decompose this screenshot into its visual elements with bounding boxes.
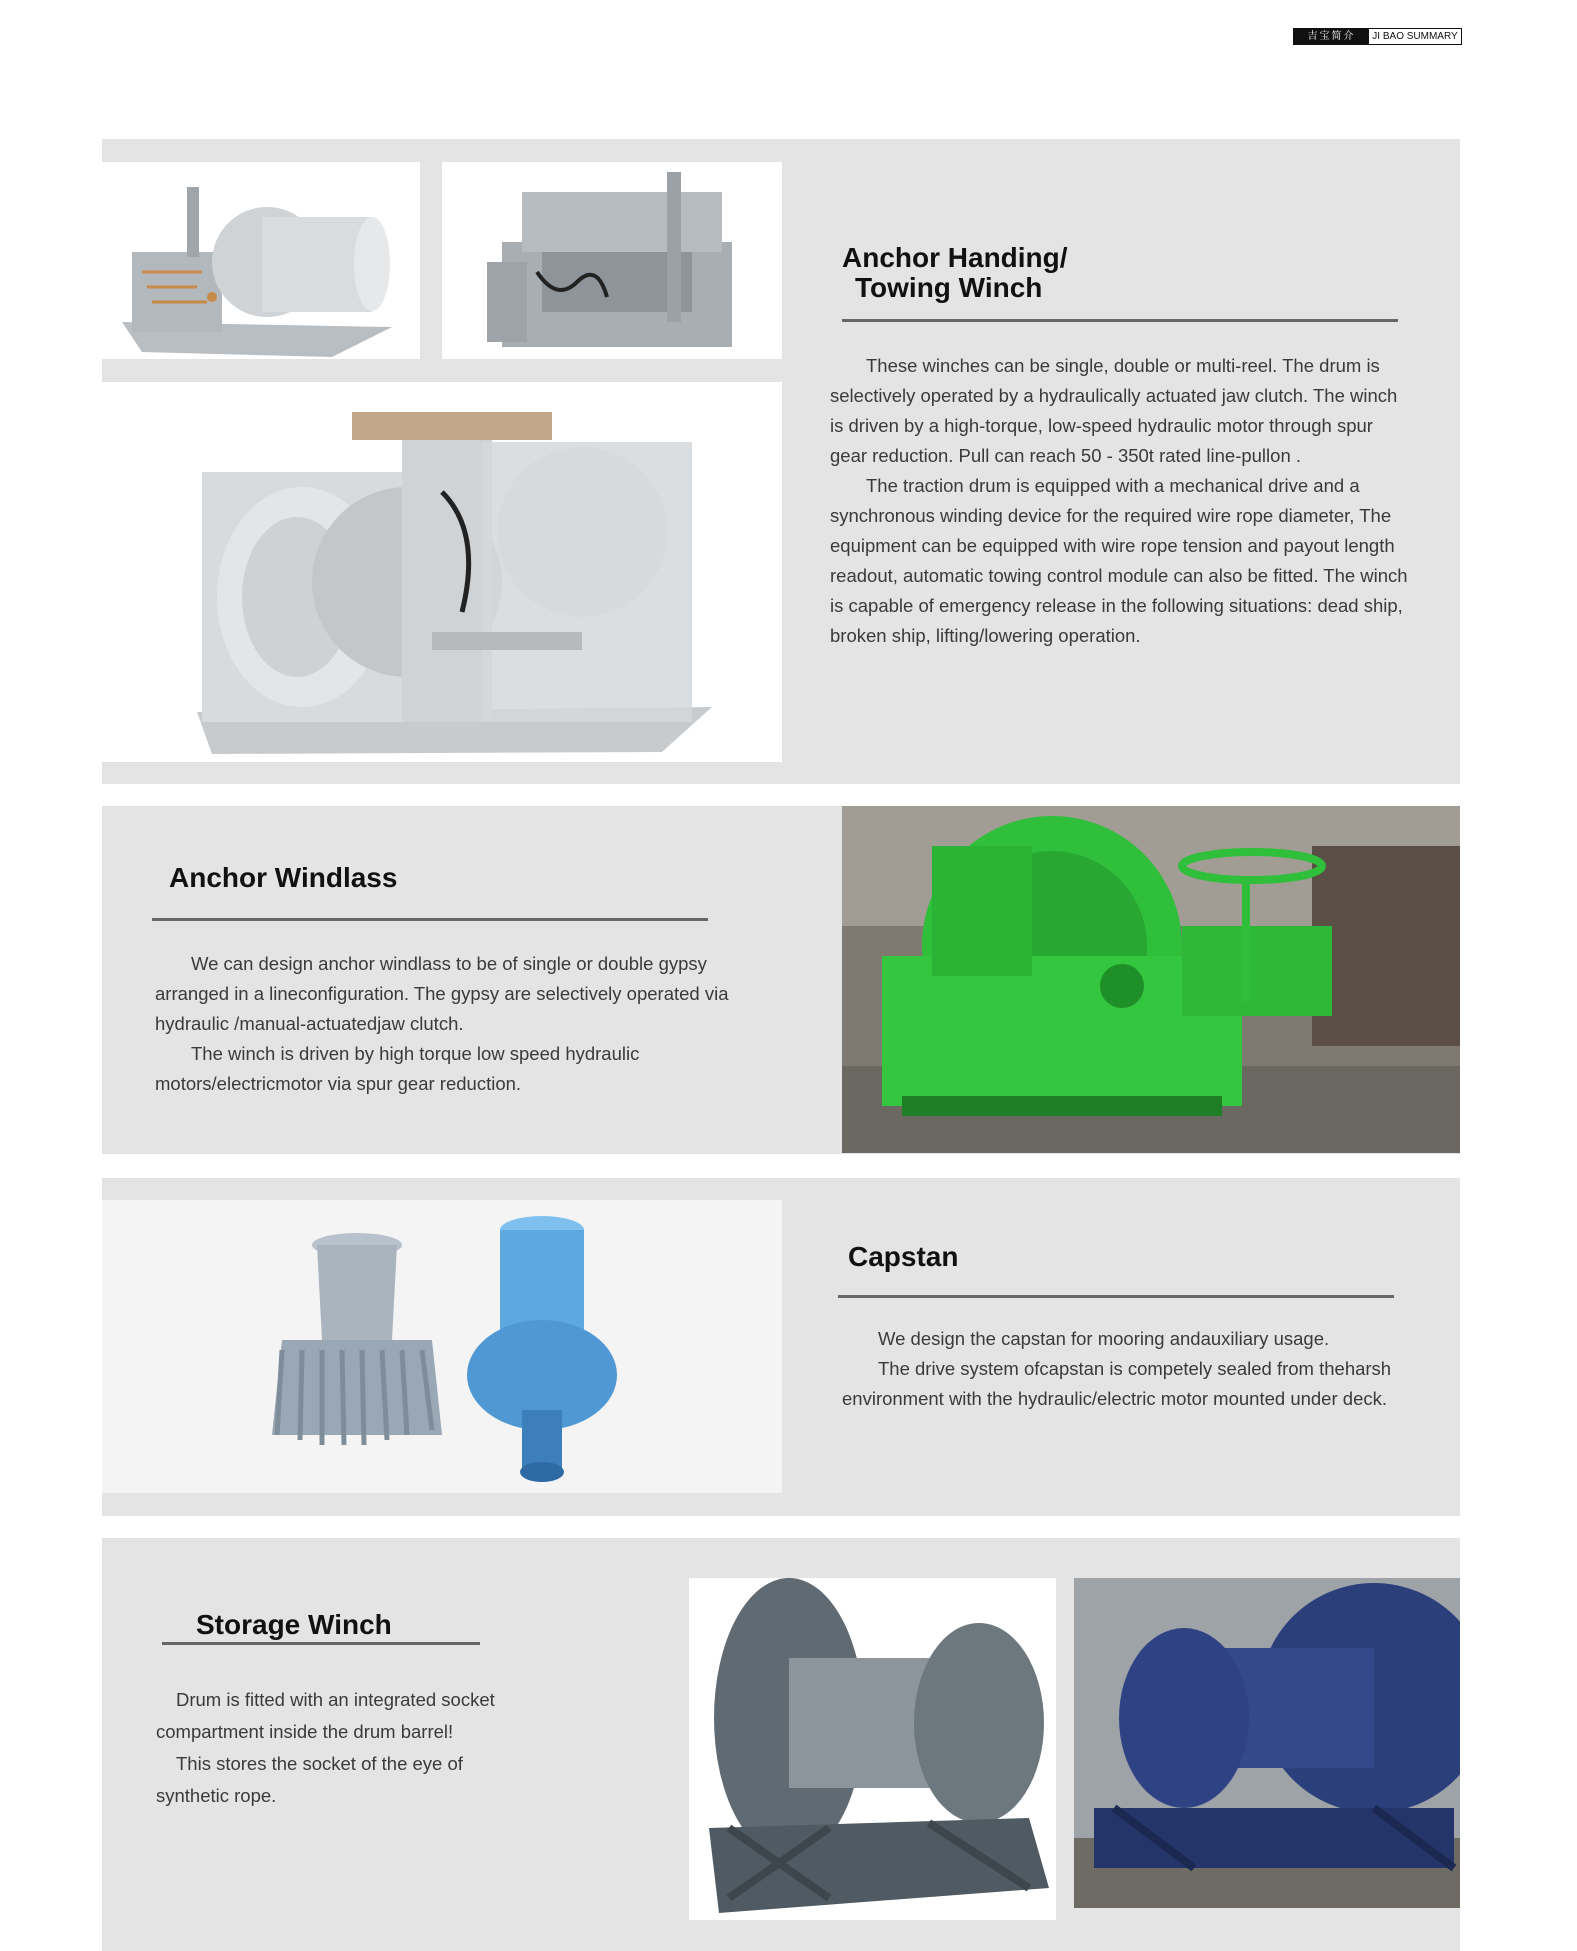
title-underline: [842, 319, 1398, 322]
section-title-line1: Anchor Handing/: [842, 242, 1068, 273]
capstan-photo: [102, 1200, 782, 1493]
section-title-line2: Towing Winch: [855, 272, 1043, 303]
paragraph-2: This stores the socket of the eye of synthetic rope.: [156, 1753, 463, 1806]
title-underline: [152, 918, 708, 921]
section-title: Storage Winch: [196, 1609, 392, 1640]
towing-winch-photo-1: [102, 162, 420, 359]
badge-chinese: 吉宝简介: [1294, 29, 1369, 44]
section-title: Anchor Windlass: [169, 862, 398, 893]
section-towing-winch: [102, 139, 1460, 784]
paragraph-2: The drive system ofcapstan is competely sealed from theharsh environment with the hydraulic/electric motor mounted under deck.: [842, 1358, 1392, 1409]
paragraph-1: We can design anchor windlass to be of single or double gypsy arranged in a lineconfiguration. The gypsy are selectively operated via hydraulic /manual-actuatedjaw clutch.: [155, 953, 729, 1034]
paragraph-2: The traction drum is equipped with a mechanical drive and a synchronous winding device for the required wire rope diameter, The equipment can be equipped with wire rope tension and payout length readout, automatic towing control module can also be fitted. The winch is capable of emergency release in the following situations: dead ship, broken ship, lifting/lowering operation.: [830, 475, 1408, 646]
paragraph-2: The winch is driven by high torque low speed hydraulic motors/electricmotor via spur gear reduction.: [155, 1043, 640, 1094]
section-description: [155, 949, 730, 1099]
towing-winch-photo-2: [442, 162, 782, 359]
section-description: [842, 1324, 1402, 1414]
storage-winch-photo-2: [1074, 1578, 1460, 1908]
section-storage-winch: [102, 1538, 1460, 1951]
paragraph-1: Drum is fitted with an integrated socket compartment inside the drum barrel!: [156, 1689, 495, 1742]
header-badge: [1293, 28, 1462, 45]
section-anchor-windlass: [102, 806, 1460, 1154]
section-title: Capstan: [848, 1241, 959, 1272]
badge-english: JI BAO SUMMARY: [1369, 29, 1461, 44]
paragraph-1: These winches can be single, double or multi-reel. The drum is selectively operated by a hydraulically actuated jaw clutch. The winch is driven by a high-torque, low-speed hydraulic motor through spur gear reduction. Pull can reach 50 - 350t rated line-pullon .: [830, 355, 1398, 466]
title-underline: [838, 1295, 1394, 1298]
storage-winch-photo-1: [689, 1578, 1056, 1920]
section-capstan: [102, 1178, 1460, 1516]
section-description: [156, 1684, 506, 1812]
paragraph-1: We design the capstan for mooring andauxiliary usage.: [878, 1328, 1330, 1349]
towing-winch-photo-main: [102, 382, 782, 762]
section-description: [830, 351, 1415, 651]
title-underline: [162, 1642, 480, 1645]
windlass-photo: [842, 806, 1460, 1153]
